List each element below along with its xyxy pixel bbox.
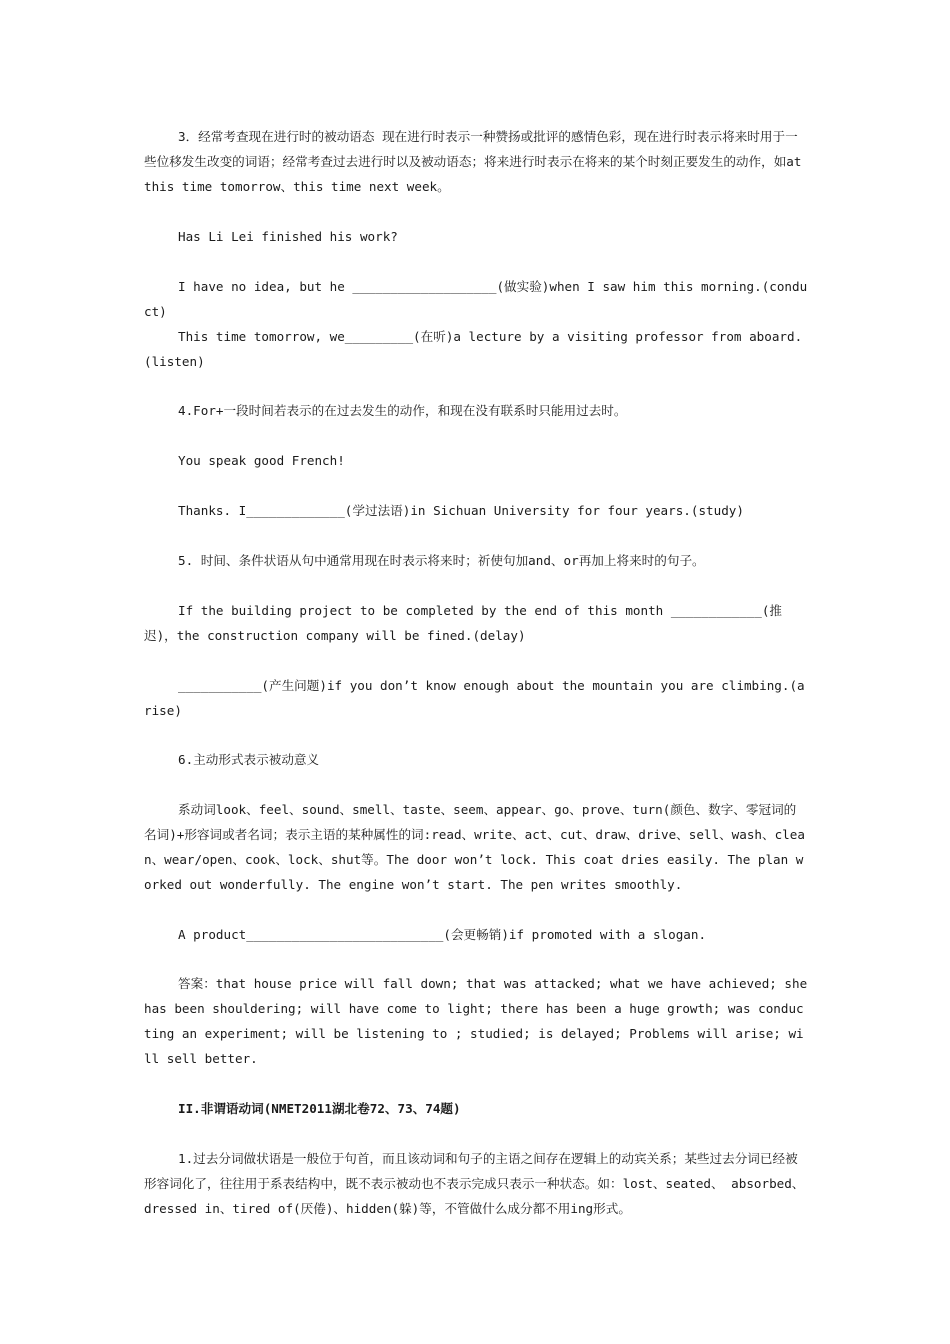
paragraph-past-participle-rule: 1.过去分词做状语是一般位于句首，而且该动词和句子的主语之间存在逻辑上的动宾关系；某些过去分词已经被形容词化了，往往用于系表结构中，既不表示被动也不表示完成只表示一种状态。如：lost、seated、 absorbed、dressed in、tired of(厌倦)、hidden(躲)等，不管做什么成分都不用ing形式。 <box>144 1151 805 1216</box>
paragraph-progressive-tenses: 3．经常考查现在进行时的被动语态 现在进行时表示一种赞扬或批评的感情色彩，现在进行时表示将来时用于一些位移发生改变的词语；经常考查过去进行时以及被动语态；将来进行时表示在将来的某个时刻正要发生的动作，如at this time tomorrow、this time next week。 <box>144 129 802 194</box>
paragraph-rule-adverbial-clauses: 5. 时间、条件状语从句中通常用现在时表示将来时；祈使句加and、or再加上将来时的句子。 <box>178 553 705 568</box>
paragraph-rule-for-period: 4.For+一段时间若表示的在过去发生的动作，和现在没有联系时只能用过去时。 <box>178 403 627 418</box>
paragraph-answers: 答案：that house price will fall down; that was attacked; what we have achieved; she has been shouldering; will have come to light; there has been a huge growth; was conducting an experiment; will be listening to ; studied; is delayed; Problems will arise; will sell better. <box>144 976 808 1066</box>
paragraph-exercise-sell: A product__________________________(会更畅销)if promoted with a slogan. <box>178 927 707 942</box>
paragraph-question-li-lei: Has Li Lei finished his work? <box>178 229 398 244</box>
paragraph-exercise-study: Thanks. I_____________(学过法语)in Sichuan University for four years.(study) <box>178 503 744 518</box>
paragraph-exercise-delay: If the building project to be completed by the end of this month ____________(推迟)，the construction company will be fined.(delay) <box>144 603 782 643</box>
paragraph-french-prompt: You speak good French! <box>178 453 345 468</box>
paragraph-exercise-arise: ___________(产生问题)if you don’t know enough about the mountain you are climbing.(arise) <box>144 678 805 718</box>
section-heading-non-finite-verbs: II.非谓语动词(NMET2011湖北卷72、73、74题) <box>178 1101 461 1116</box>
paragraph-exercise-listen: This time tomorrow, we_________(在听)a lecture by a visiting professor from aboard.(listen) <box>144 329 803 369</box>
paragraph-exercise-conduct: I have no idea, but he ___________________(做实验)when I saw him this morning.(conduct) <box>144 279 808 319</box>
paragraph-linking-verbs: 系动词look、feel、sound、smell、taste、seem、appear、go、prove、turn(颜色、数字、零冠词的名词)+形容词或者名词；表示主语的某种属性的词:read、write、act、cut、draw、drive、sell、wash、clean、wear/open、cook、lock、shut等。The door won’t lock. This coat dries easily. The plan worked out wonderfully. The engine won’t start. The pen writes smoothly. <box>144 802 805 892</box>
paragraph-rule-active-passive: 6.主动形式表示被动意义 <box>178 752 320 767</box>
